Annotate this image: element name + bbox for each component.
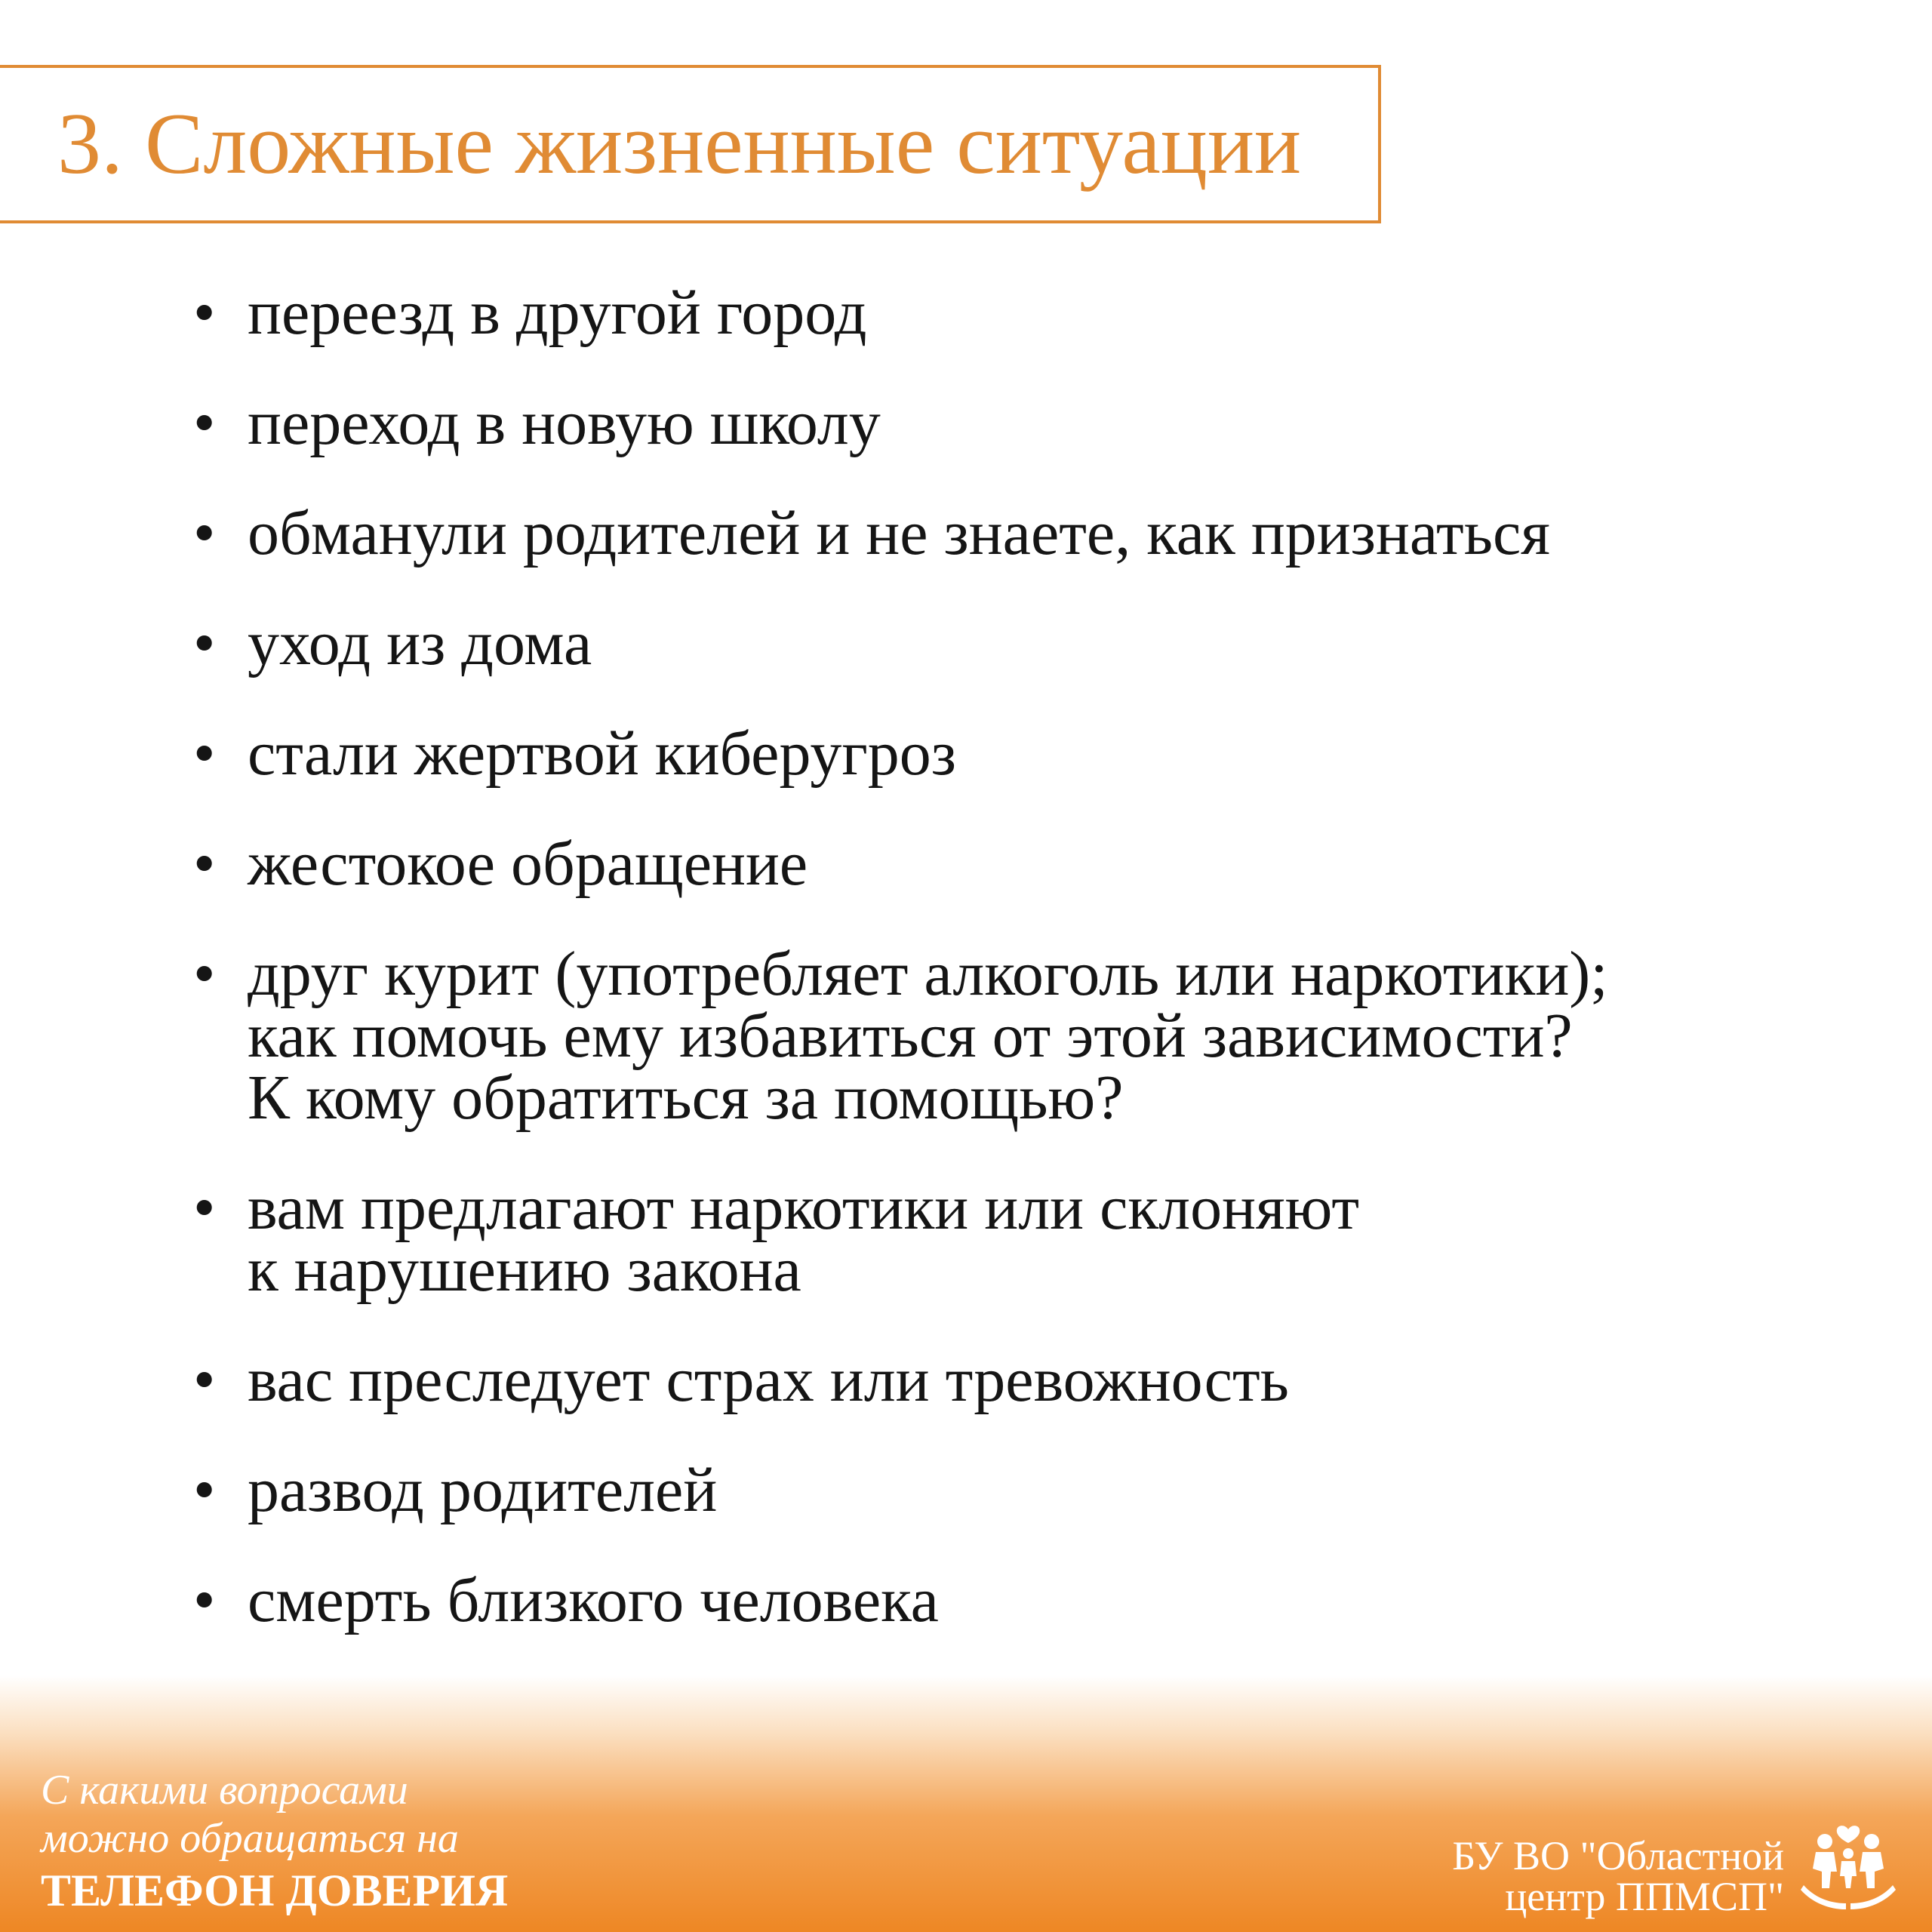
helpline-title: ТЕЛЕФОН ДОВЕРИЯ xyxy=(41,1866,509,1915)
bullet-icon: • xyxy=(193,608,216,678)
list-item-text: жестокое обращение xyxy=(248,829,808,899)
page-title: 3. Сложные жизненные ситуации xyxy=(57,96,1302,192)
list-item xyxy=(189,1565,1608,1635)
organization-line: БУ ВО "Областной xyxy=(1452,1833,1784,1878)
list-item xyxy=(189,608,1608,678)
list-item-text: стали жертвой киберугроз xyxy=(248,718,956,789)
list-item xyxy=(189,388,1608,458)
list-item-text: переезд в другой город xyxy=(248,278,867,348)
bullet-icon: • xyxy=(193,1173,216,1243)
list-item-text: смерть близкого человека xyxy=(248,1565,939,1635)
family-hands-logo-icon xyxy=(1799,1819,1897,1917)
list-item-text: вам предлагают наркотики или склоняют xyxy=(248,1173,1360,1243)
bullet-icon: • xyxy=(193,1455,216,1525)
list-item-text: переход в новую школу xyxy=(248,388,881,458)
situations-list xyxy=(189,278,1608,1680)
list-item xyxy=(189,1345,1608,1415)
bullet-icon: • xyxy=(193,1565,216,1635)
title-box xyxy=(0,65,1381,223)
list-item-text: как помочь ему избавиться от этой зависимости? xyxy=(248,1001,1573,1071)
organization-line: центр ППМСП" xyxy=(1505,1874,1784,1919)
bullet-icon: • xyxy=(193,829,216,899)
bullet-icon: • xyxy=(193,718,216,789)
footer-italic-line: можно обращаться на xyxy=(41,1815,459,1862)
bullet-icon: • xyxy=(193,498,216,568)
list-item xyxy=(189,1455,1608,1525)
list-item xyxy=(189,278,1608,348)
list-item-text: вас преследует страх или тревожность xyxy=(248,1345,1289,1415)
bullet-icon: • xyxy=(193,388,216,458)
list-item-text: К кому обратиться за помощью? xyxy=(248,1063,1124,1133)
footer-italic-line: С какими вопросами xyxy=(41,1767,408,1814)
footer-caption xyxy=(41,1766,508,1918)
list-item-text: уход из дома xyxy=(248,608,592,678)
list-item xyxy=(189,1173,1608,1305)
list-item-text: к нарушению закона xyxy=(248,1235,801,1305)
organization-name xyxy=(1452,1835,1784,1917)
list-item xyxy=(189,939,1608,1133)
bullet-icon: • xyxy=(193,1345,216,1415)
bullet-icon: • xyxy=(193,939,216,1009)
list-item xyxy=(189,498,1608,568)
list-item xyxy=(189,829,1608,899)
list-item-text: друг курит (употребляет алкоголь или наркотики); xyxy=(248,939,1608,1009)
bullet-icon: • xyxy=(193,278,216,348)
list-item-text: развод родителей xyxy=(248,1455,718,1525)
list-item xyxy=(189,718,1608,789)
list-item-text: обманули родителей и не знаете, как признаться xyxy=(248,498,1550,568)
